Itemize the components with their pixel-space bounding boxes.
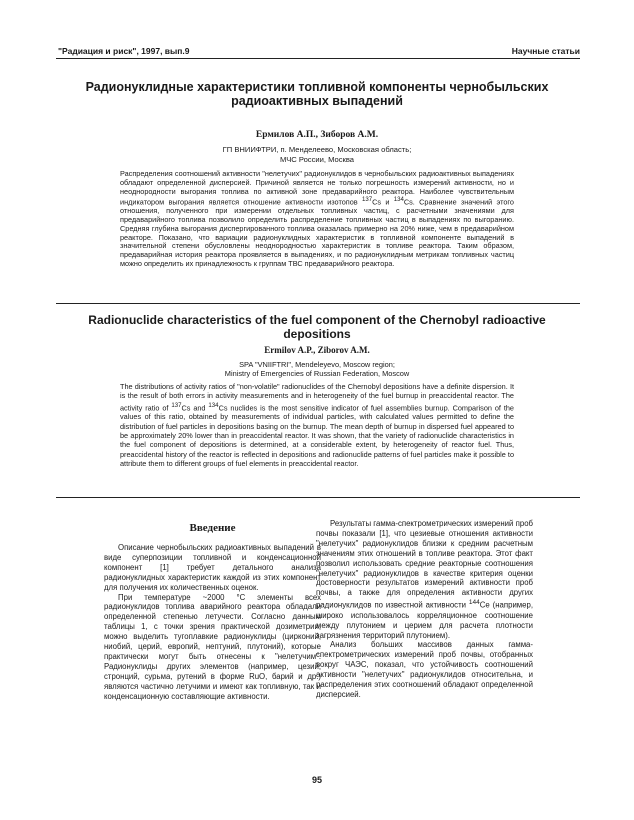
abstract-english-part1: The distributions of activity ratios of "non-volatile" radionuclides of the Chernobyl depositions have a definite dispersion. It is the result of both errors in activity measurements and in heterogeneity of the fuel burnup in preaccidental reactor. The activity ratio of (120, 382, 514, 413)
isotope-symbol: Cs и (372, 197, 394, 207)
section-header: Научные статьи (511, 46, 580, 56)
journal-header: "Радиация и риск", 1997, вып.9 (58, 46, 190, 56)
affiliation-russian-line1: ГП ВНИИФТРИ, п. Менделеево, Московская область; (222, 145, 412, 154)
authors-english: Ermilov A.P., Ziborov A.M. (264, 345, 370, 355)
paragraph (316, 519, 533, 640)
affiliation-english-line1: SPA "VNIIFTRI", Mendeleyevo, Moscow region; (239, 360, 395, 369)
abstract-russian (120, 170, 514, 269)
header-rule (56, 58, 580, 59)
paragraph: При температуре ~2000 °С элементы всех радионуклидов топлива аварийного реактора обладали определенной степенью летучести. Согласно данным таблицы 1, с точки зрения практической дозиметрии, можно выделить тугоплавкие радионуклиды (цирконий, ниобий, церий, европий, нептуний, плутоний), которые практически могут быть отнесены к "нелетучим". Радионуклиды других элементов (например, цезий, стронций, сурьма, рутений в форме RuO, барий и др.) являются частично летучими и имеют как топливную, так и конденсационную составляющие активности. (104, 592, 321, 701)
affiliation-russian (60, 145, 574, 164)
isotope-mass-cs134: 134 (393, 196, 404, 204)
authors-russian: Ермилов А.П., Зиборов А.М. (255, 130, 379, 140)
abstract-english (120, 382, 514, 468)
paragraph: Описание чернобыльских радиоактивных выпадений в виде суперпозиции топливной и конденсационной компонент [1] требует детального анализа радионуклидных характеристик каждой из этих компонент для получения их количественных оценок. (104, 543, 321, 592)
isotope-mass-cs134-en: 134 (208, 401, 219, 409)
title-russian: Радионуклидные характеристики топливной компоненты чернобыльских радиоактивных выпадений (85, 80, 549, 108)
isotope-symbol-en: Cs and (181, 403, 209, 413)
body-column-left (104, 510, 321, 702)
page-number: 95 (311, 775, 322, 785)
body-column-right (316, 519, 533, 700)
paragraph-text: Результаты гамма-спектрометрических измерений проб почвы показали [1], что цезиевые отношения активности "нелетучих" радионуклидов близки к средним расчетным значениям этих отношений в топливе реактора. Этот факт позволил использовать средние реакторные соотношения "нелетучих" радионуклидов в качестве критерия оценки достоверности результатов измерений активности проб почвы, а также для определения активности других радионуклидов по известной активности (316, 519, 533, 610)
abstract-end-rule (56, 497, 580, 498)
abstract-russian-part2: Cs. Сравнение значений этого отношения, полученного при измерении отдельных топливных частиц, с расчетными значениями для предаварийного топлива позволило определить распределение топливных частиц в выпадениях по выгоранию. Средняя глубина выгорания диспергированного топлива оказалась примерно на 20% ниже, чем в предаварийном реакторе. Показано, что вариации радионуклидных характеристик в топливной компоненте выпадений в значительной степени обусловлены неоднородностью характеристик в топливе реактора. Таким образом, предаварийная история реактора проявляется в выпадениях, и по радионуклидным метрикам топливных частиц можно определить их принадлежность к группам ТВС предаварийного реактора. (120, 197, 514, 268)
isotope-mass-cs137-en: 137 (171, 401, 182, 409)
title-english: Radionuclide characteristics of the fuel component of the Chernobyl radioactive depositions (88, 313, 546, 341)
abstract-english-part2: Cs nuclides is the most sensitive indicator of fuel assemblies burnup. Comparison of the values of this ratio, obtained by measurements of individual particles, with calculated values permitted to define the distribution of fuel particles in depositions basing on the burnup. The mean depth of burnup in dispersed fuel appeared to be approximately 20% lower than in preaccidental reactor. It was shown, that the variety of radionuclide characteristics in the fuel component of depositions is determined, at a considerable extent, by heterogeneity of reactor fuel. Thus, preaccidental history of the reactor is reflected in depositions and radionuclide patterns of fuel particles make it possible to attribute them to different groups of fuel elements in preaccidental reactor. (120, 403, 514, 468)
section-divider (56, 303, 580, 304)
section-title-introduction: Введение (189, 522, 236, 534)
paragraph: Анализ больших массивов данных гамма-спектрометрических измерений проб почвы, отобранных вокруг ЧАЭС, показал, что устойчивость соотношений активности "нелетучих" радионуклидов относительна, и распределения этих соотношений обладают определенной дисперсией. (316, 640, 533, 699)
isotope-mass-ce144: 144 (468, 599, 480, 607)
affiliation-english-line2: Ministry of Emergencies of Russian Federation, Moscow (224, 369, 410, 378)
affiliation-russian-line2: МЧС России, Москва (279, 154, 355, 164)
isotope-mass-cs137: 137 (361, 196, 373, 204)
abstract-russian-part1: Распределения соотношений активности "нелетучих" радионуклидов в чернобыльских радиоактивных выпадениях обладают определенной дисперсией. Причиной является не только погрешность измерений активности, но и неоднородности выгорания топлива по активной зоне предаварийного реактора. Наиболее чувствительным индикатором выгорания является отношение активности изотопов (120, 169, 514, 207)
affiliation-english (60, 360, 574, 378)
paragraph-text: Ce (например, широко использовалось корреляционное соотношение между плутонием и церием для расчета плотности загрязнения территорий плутонием). (316, 600, 533, 640)
